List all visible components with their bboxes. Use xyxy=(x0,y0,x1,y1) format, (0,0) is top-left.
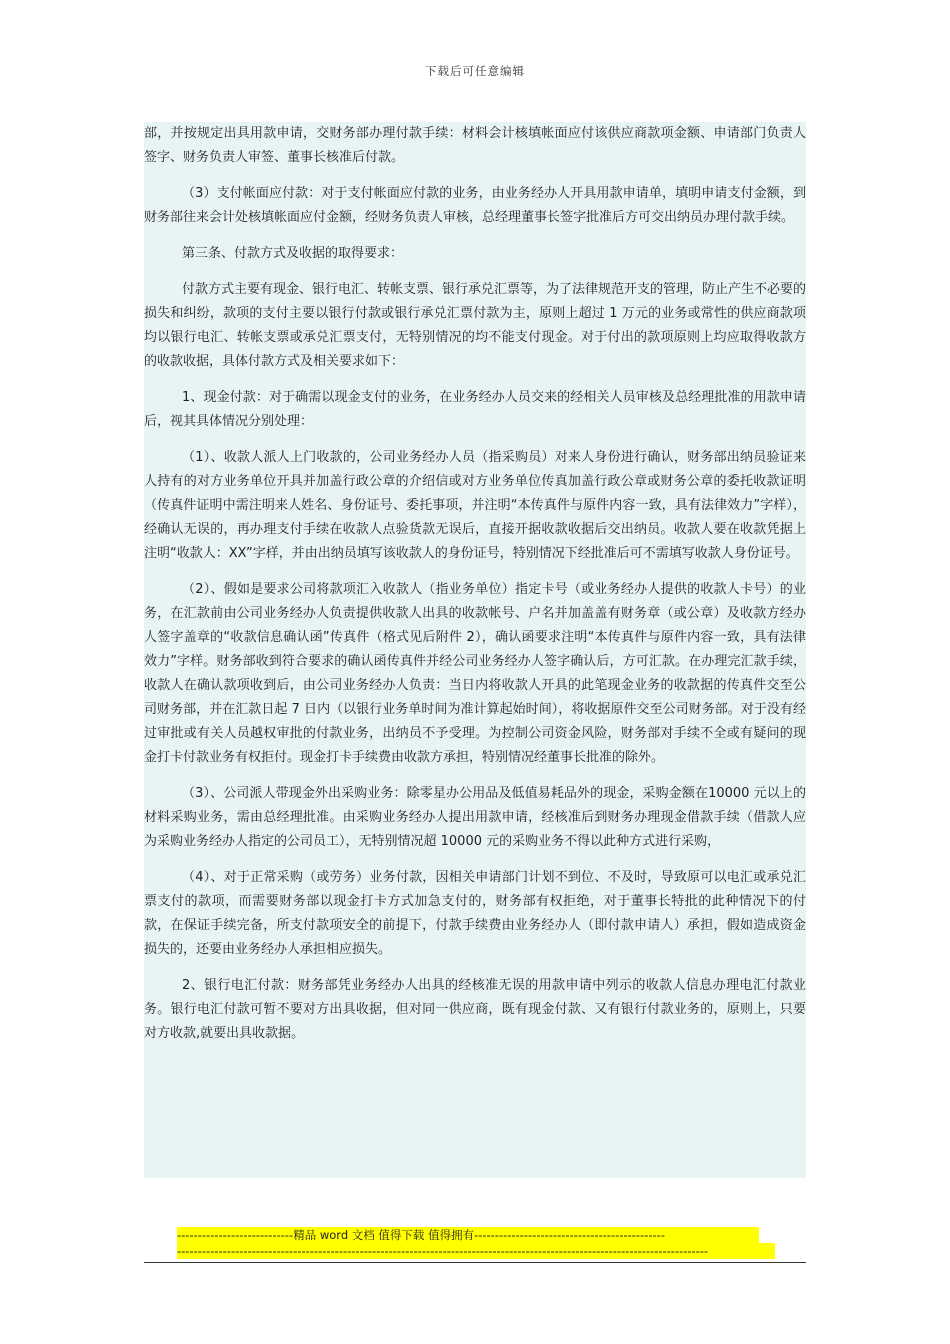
paragraph-accounts-payable: （3）支付帐面应付款：对于支付帐面应付款的业务，由业务经办人开具用款申请单，填明申请支付金额，到财务部往来会计处核填帐面应付金额，经财务负责人审核，总经理董事长签字批准后方可交出纳员办理付款手续。 xyxy=(144,186,806,225)
paragraph-cash-item-2: （2）、假如是要求公司将款项汇入收款人（指业务单位）指定卡号（或业务经办人提供的收款人卡号）的业务，在汇款前由公司业务经办人负责提供收款人出具的收款帐号、户名并加盖盖有财务章（或公章）及收款方经办人签字盖章的“收款信息确认函”传真件（格式见后附件 2），确认函要求注明“本传真件与原件内容一致，具有法律效力”字样。财务部收到符合要求的确认函传真件并经公司业务经办人签字确认后，方可汇款。在办理完汇款手续，收款人在确认款项收到后，由公司业务经办人负责：当日内将收款人开具的此笔现金业务的收款据的传真件交至公司财务部，并在汇款日起 7 日内（以银行业务单时间为准计算起始时间），将收据原件交至公司财务部。对于没有经过审批或有关人员越权审批的付款业务，出纳员不予受理。为控制公司资金风险，财务部对手续不全或有疑问的现金打卡付款业务有权拒付。现金打卡手续费由收款方承担，特别情况经董事长批准的除外。 xyxy=(144,582,806,765)
document-body xyxy=(144,122,806,1178)
paragraph-cash-item-1: （1）、收款人派人上门收款的，公司业务经办人员（指采购员）对来人身份进行确认，财务部出纳员验证来人持有的对方业务单位开具并加盖行政公章的介绍信或对方业务单位传真加盖行政公章或财务公章的委托收款证明（传真件证明中需注明来人姓名、身份证号、委托事项，并注明“本传真件与原件内容一致，具有法律效力”字样），经确认无误的，再办理支付手续在收款人点验货款无误后，直接开据收款收据后交出纳员。收款人要在收款凭据上注明“收款人：XX”字样，并由出纳员填写该收款人的身份证号，特别情况下经批准后可不需填写收款人身份证号。 xyxy=(144,450,806,561)
paragraph-continuation: 部，并按规定出具用款申请，交财务部办理付款手续：材料会计核填帐面应付该供应商款项金额、申请部门负责人签字、财务负责人审签、董事长核准后付款。 xyxy=(144,126,806,165)
paragraph-wire-transfer: 2、银行电汇付款：财务部凭业务经办人出具的经核准无误的用款申请中列示的收款人信息办理电汇付款业务。银行电汇付款可暂不要对方出具收据，但对同一供应商，既有现金付款、又有银行付款业务的，原则上，只要对方收款,就要出具收款据。 xyxy=(144,978,806,1041)
footer-divider xyxy=(144,1262,806,1263)
footer-dashes: -------------------------------------------------------------------------------------------------------------------------------- xyxy=(177,1243,775,1259)
footer-banner: ----------------------------精品 word 文档 值得下载 值得拥有---------------------------------------------- xyxy=(177,1227,759,1243)
paragraph-payment-methods: 付款方式主要有现金、银行电汇、转帐支票、银行承兑汇票等，为了法律规范开支的管理，防止产生不必要的损失和纠纷，款项的支付主要以银行付款或银行承兑汇票付款为主，原则上超过 1 万元的业务或常性的供应商款项均以银行电汇、转帐支票或承兑汇票支付，无特别情况的均不能支付现金。对于付出的款项原则上均应取得收款方的收款收据，具体付款方式及相关要求如下： xyxy=(144,282,807,369)
paragraph-cash-item-4: （4）、对于正常采购（或劳务）业务付款，因相关申请部门计划不到位、不及时，导致原可以电汇或承兑汇票支付的款项，而需要财务部以现金打卡方式加急支付的，财务部有权拒绝，对于董事长特批的此种情况下的付款，在保证手续完备，所支付款项安全的前提下，付款手续费由业务经办人（即付款申请人）承担，假如造成资金损失的，还要由业务经办人承担相应损失。 xyxy=(144,870,806,957)
page-header: 下载后可任意编辑 xyxy=(425,64,525,78)
paragraph-cash-item-3: （3）、公司派人带现金外出采购业务：除零星办公用品及低值易耗品外的现金，采购金额在10000 元以上的材料采购业务，需由总经理批准。由采购业务经办人提出用款申请，经核准后到财务办理现金借款手续（借款人应为采购业务经办人指定的公司员工），无特别情况超 10000 元的采购业务不得以此种方式进行采购， xyxy=(144,786,806,849)
paragraph-cash-payment: 1、现金付款：对于确需以现金支付的业务，在业务经办人员交来的经相关人员审核及总经理批准的用款申请后，视其具体情况分别处理： xyxy=(144,390,806,429)
section-heading-article-3: 第三条、付款方式及收据的取得要求： xyxy=(182,246,404,261)
